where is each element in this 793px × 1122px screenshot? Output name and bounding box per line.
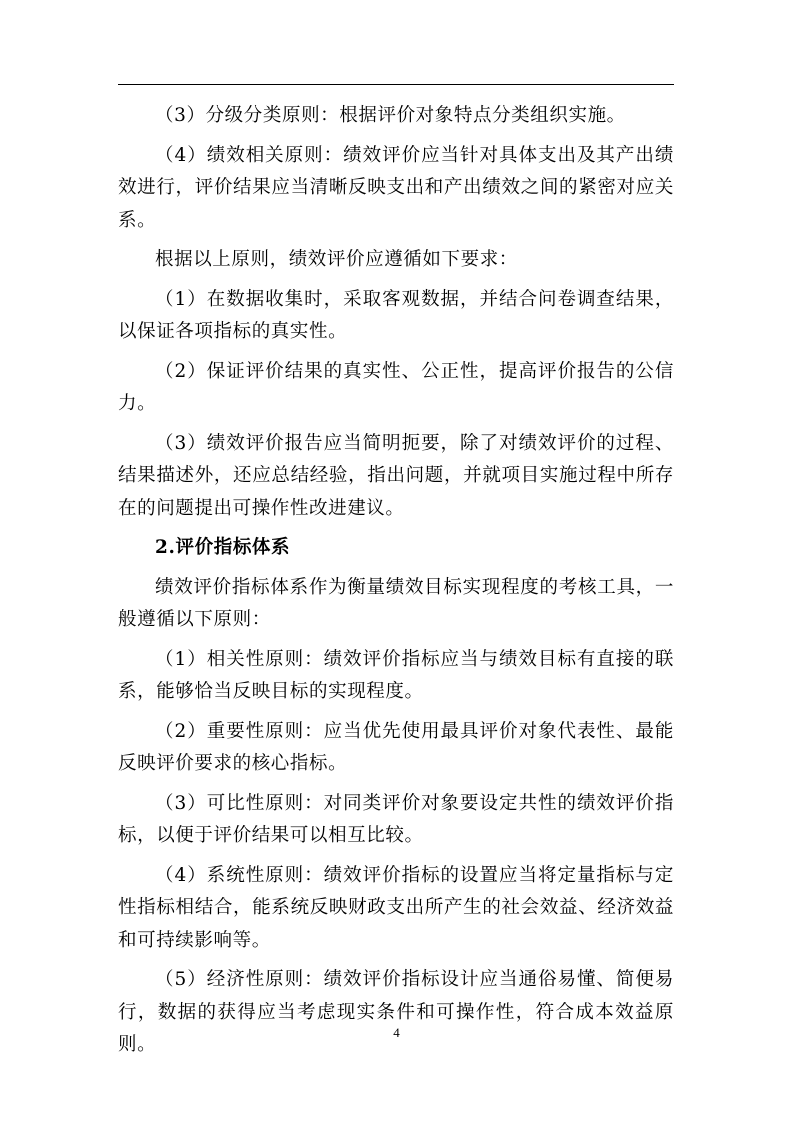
page-body (118, 100, 674, 1069)
paragraph: （3）可比性原则：对同类评价对象要设定共性的绩效评价指标，以便于评价结果可以相互比较。 (118, 792, 674, 846)
section-heading: 2.评价指标体系 (155, 537, 291, 558)
header-rule (118, 84, 674, 85)
paragraph: （2）重要性原则：应当优先使用最具评价对象代表性、最能反映评价要求的核心指标。 (118, 720, 674, 774)
paragraph: （1）相关性原则：绩效评价指标应当与绩效目标有直接的联系，能够恰当反映目标的实现程度。 (118, 648, 674, 702)
paragraph: （4）系统性原则：绩效评价指标的设置应当将定量指标与定性指标相结合，能系统反映财政支出所产生的社会效益、经济效益和可持续影响等。 (118, 864, 674, 951)
paragraph: 根据以上原则，绩效评价应遵循如下要求： (155, 249, 518, 270)
paragraph: （3）绩效评价报告应当简明扼要，除了对绩效评价的过程、结果描述外，还应总结经验，指出问题，并就项目实施过程中所存在的问题提出可操作性改进建议。 (118, 432, 674, 519)
paragraph: （3）分级分类原则：根据评价对象特点分类组织实施。 (155, 105, 626, 126)
page-number: 4 (393, 1025, 400, 1040)
paragraph: 绩效评价指标体系作为衡量绩效目标实现程度的考核工具，一般遵循以下原则： (118, 576, 674, 630)
paragraph: （5）经济性原则：绩效评价指标设计应当通俗易懂、简便易行，数据的获得应当考虑现实条件和可操作性，符合成本效益原则。 (118, 969, 674, 1055)
paragraph: （2）保证评价结果的真实性、公正性，提高评价报告的公信力。 (118, 360, 674, 414)
paragraph: （1）在数据收集时，采取客观数据，并结合问卷调查结果，以保证各项指标的真实性。 (118, 288, 674, 342)
paragraph: （4）绩效相关原则：绩效评价应当针对具体支出及其产出绩效进行，评价结果应当清晰反映支出和产出绩效之间的紧密对应关系。 (118, 144, 674, 231)
